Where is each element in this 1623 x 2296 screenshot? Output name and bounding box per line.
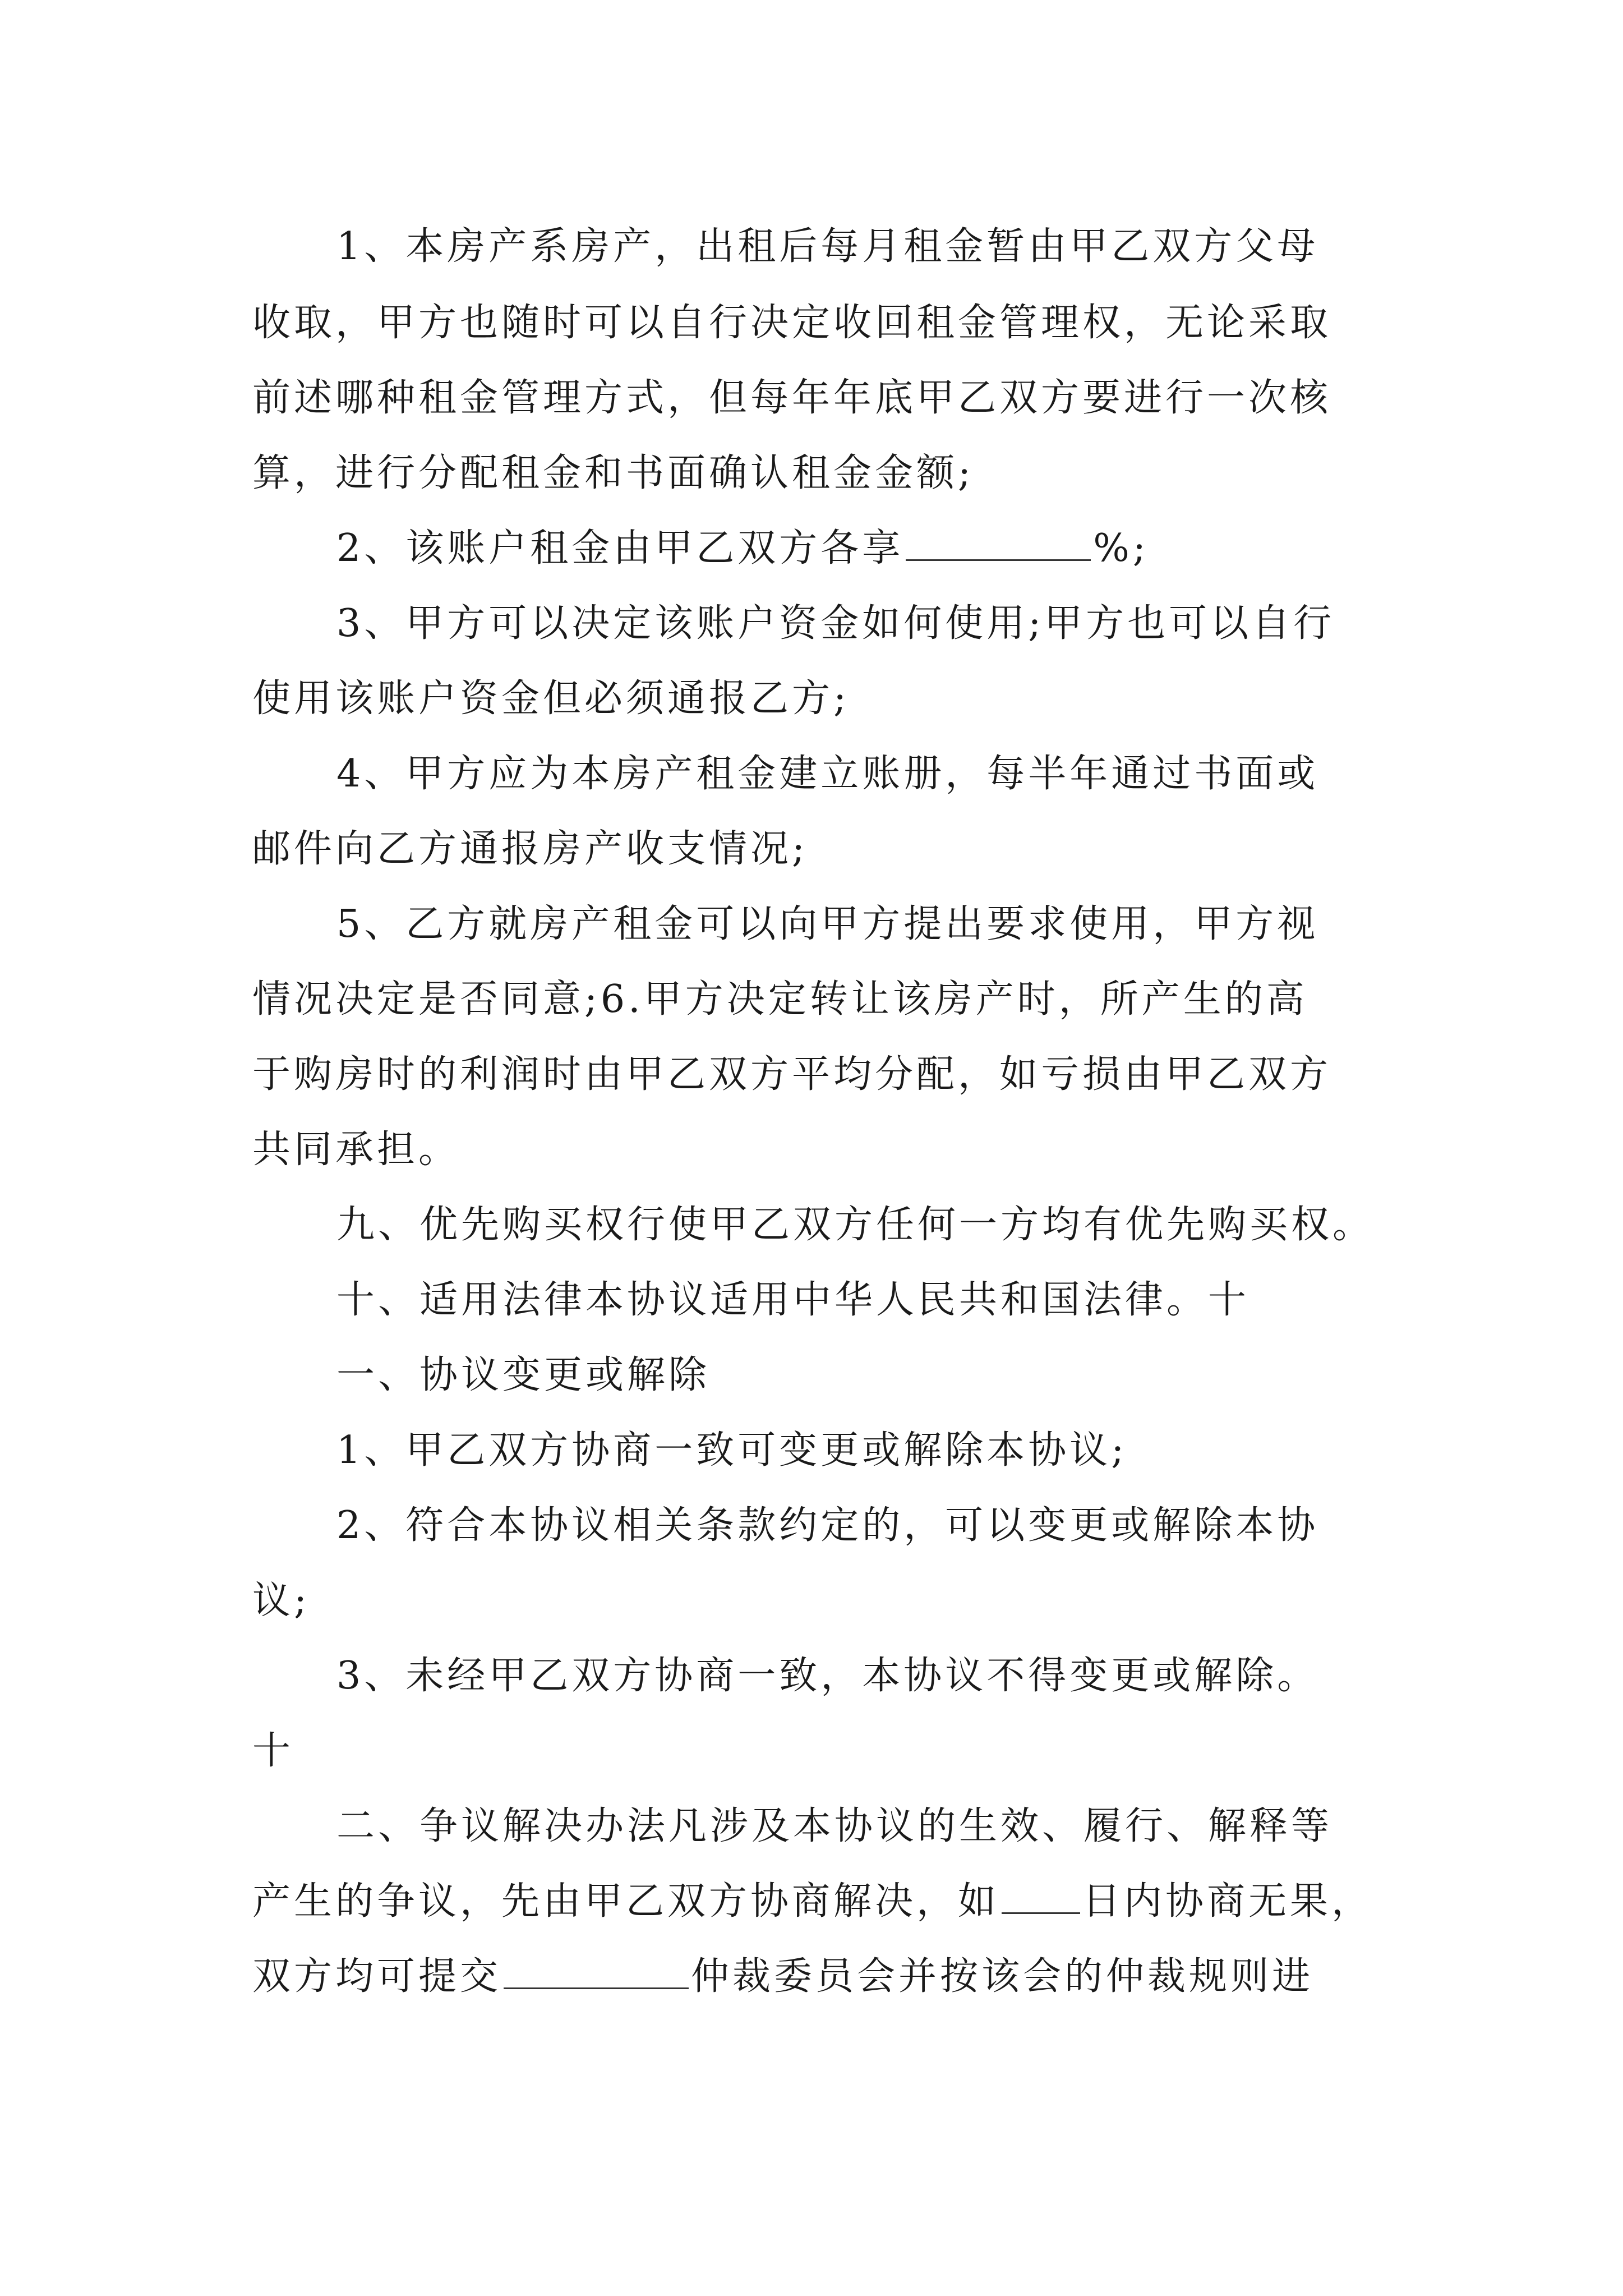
text-line: 二、争议解决办法凡涉及本协议的生效、履行、解释等	[336, 1804, 1333, 1848]
text-line	[252, 1874, 1385, 1930]
text-line: 于购房时的利润时由甲乙双方平均分配，如亏损由甲乙双方	[252, 1052, 1332, 1097]
text-line: 使用该账户资金但必须通报乙方;	[252, 677, 850, 721]
text-line: 4、甲方应为本房产租金建立账册，每半年通过书面或	[336, 752, 1319, 796]
fill-in-blank	[906, 522, 1091, 561]
text-line: 3、甲方可以决定该账户资金如何使用;甲方也可以自行	[336, 601, 1335, 646]
text-line: 九、优先购买权行使甲乙双方任何一方均有优先购买权。	[336, 1203, 1375, 1247]
text-segment: 仲裁委员会并按该会的仲裁规则进	[691, 1954, 1314, 1999]
text-line: 3、未经甲乙双方协商一致，本协议不得变更或解除。	[336, 1654, 1319, 1698]
text-line: 十、适用法律本协议适用中华人民共和国法律。十	[336, 1278, 1250, 1322]
text-line	[336, 521, 1385, 577]
text-line: 1、甲乙双方协商一致可变更或解除本协议;	[336, 1428, 1128, 1473]
text-line: 邮件向乙方通报房产收支情况;	[252, 827, 808, 871]
text-line: 前述哪种租金管理方式，但每年年底甲乙双方要进行一次核	[252, 376, 1332, 420]
text-segment: %;	[1093, 526, 1149, 570]
fill-in-blank	[504, 1950, 689, 1989]
text-line: 算，进行分配租金和书面确认租金金额;	[252, 451, 974, 495]
text-line: 1、本房产系房产，出租后每月租金暂由甲乙双方父母	[336, 224, 1319, 269]
text-line: 一、协议变更或解除	[336, 1353, 711, 1397]
text-segment: 日内协商无果，	[1082, 1879, 1373, 1924]
text-line: 情况决定是否同意;6.甲方决定转让该房产时，所产生的高	[252, 977, 1308, 1022]
text-segment: 产生的争议，先由甲乙双方协商解决，如	[252, 1879, 1000, 1924]
text-segment: 2、该账户租金由甲乙双方各享	[336, 526, 904, 570]
text-line: 5、乙方就房产租金可以向甲方提出要求使用，甲方视	[336, 902, 1319, 946]
text-line: 共同承担。	[252, 1128, 460, 1172]
text-line	[252, 1949, 1385, 2005]
text-segment: 双方均可提交	[252, 1954, 502, 1999]
fill-in-blank	[1002, 1875, 1080, 1914]
text-line: 十	[252, 1729, 294, 1773]
text-line: 2、符合本协议相关条款约定的，可以变更或解除本协	[336, 1503, 1319, 1548]
text-line: 收取，甲方也随时可以自行决定收回租金管理权，无论采取	[252, 301, 1332, 345]
text-line: 议;	[252, 1579, 310, 1623]
